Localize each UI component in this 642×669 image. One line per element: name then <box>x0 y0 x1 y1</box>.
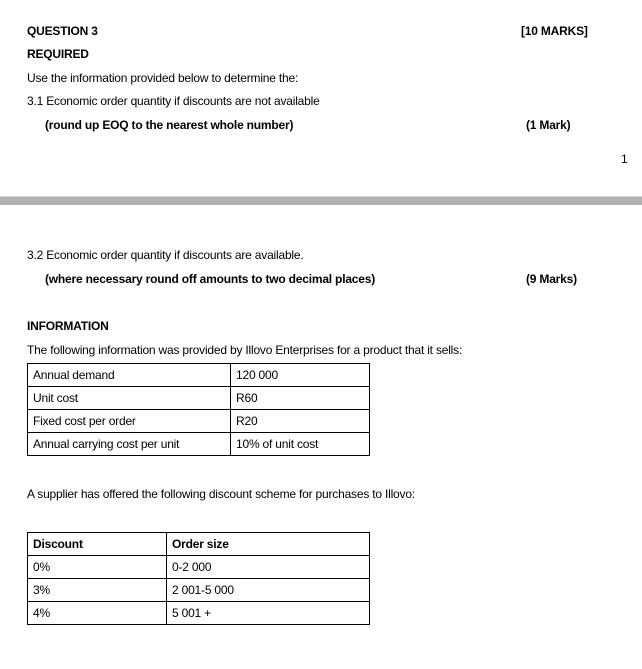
discount-cell: 4% <box>28 602 167 625</box>
discount-intro-text: A supplier has offered the following discount scheme for purchases to Illovo: <box>27 487 415 501</box>
info-label: Fixed cost per order <box>28 410 231 433</box>
total-marks: [10 MARKS] <box>521 24 588 38</box>
information-table <box>27 363 370 456</box>
question-3-2-note: (where necessary round off amounts to two decimal places) <box>45 272 376 286</box>
table-row <box>28 556 370 579</box>
page-separator-edge <box>0 196 642 197</box>
intro-text: Use the information provided below to determine the: <box>27 71 299 85</box>
info-value: R60 <box>231 387 370 410</box>
order-size-header: Order size <box>167 533 370 556</box>
discount-cell: 3% <box>28 579 167 602</box>
info-value: 120 000 <box>231 364 370 387</box>
table-header-row <box>28 533 370 556</box>
order-size-cell: 0-2 000 <box>167 556 370 579</box>
question-3-2-marks: (9 Marks) <box>526 272 577 286</box>
question-3-1-marks: (1 Mark) <box>526 118 571 132</box>
info-label: Unit cost <box>28 387 231 410</box>
order-size-cell: 5 001 + <box>167 602 370 625</box>
page-number: 1 <box>621 152 628 166</box>
table-row <box>28 433 370 456</box>
info-value: 10% of unit cost <box>231 433 370 456</box>
question-3-2: 3.2 Economic order quantity if discounts are available. <box>27 248 304 262</box>
table-row <box>28 579 370 602</box>
info-label: Annual carrying cost per unit <box>28 433 231 456</box>
question-3-1: 3.1 Economic order quantity if discounts are not available <box>27 94 320 108</box>
discount-cell: 0% <box>28 556 167 579</box>
required-heading: REQUIRED <box>27 47 89 61</box>
table-row <box>28 410 370 433</box>
info-label: Annual demand <box>28 364 231 387</box>
information-text: The following information was provided by Illovo Enterprises for a product that it sells: <box>27 343 463 357</box>
info-value: R20 <box>231 410 370 433</box>
question-title: QUESTION 3 <box>27 24 98 38</box>
table-row <box>28 387 370 410</box>
question-3-1-note: (round up EOQ to the nearest whole number) <box>45 118 294 132</box>
discount-header: Discount <box>28 533 167 556</box>
order-size-cell: 2 001-5 000 <box>167 579 370 602</box>
information-heading: INFORMATION <box>27 319 109 333</box>
table-row <box>28 364 370 387</box>
page-separator <box>0 196 642 205</box>
discount-table <box>27 532 370 625</box>
table-row <box>28 602 370 625</box>
